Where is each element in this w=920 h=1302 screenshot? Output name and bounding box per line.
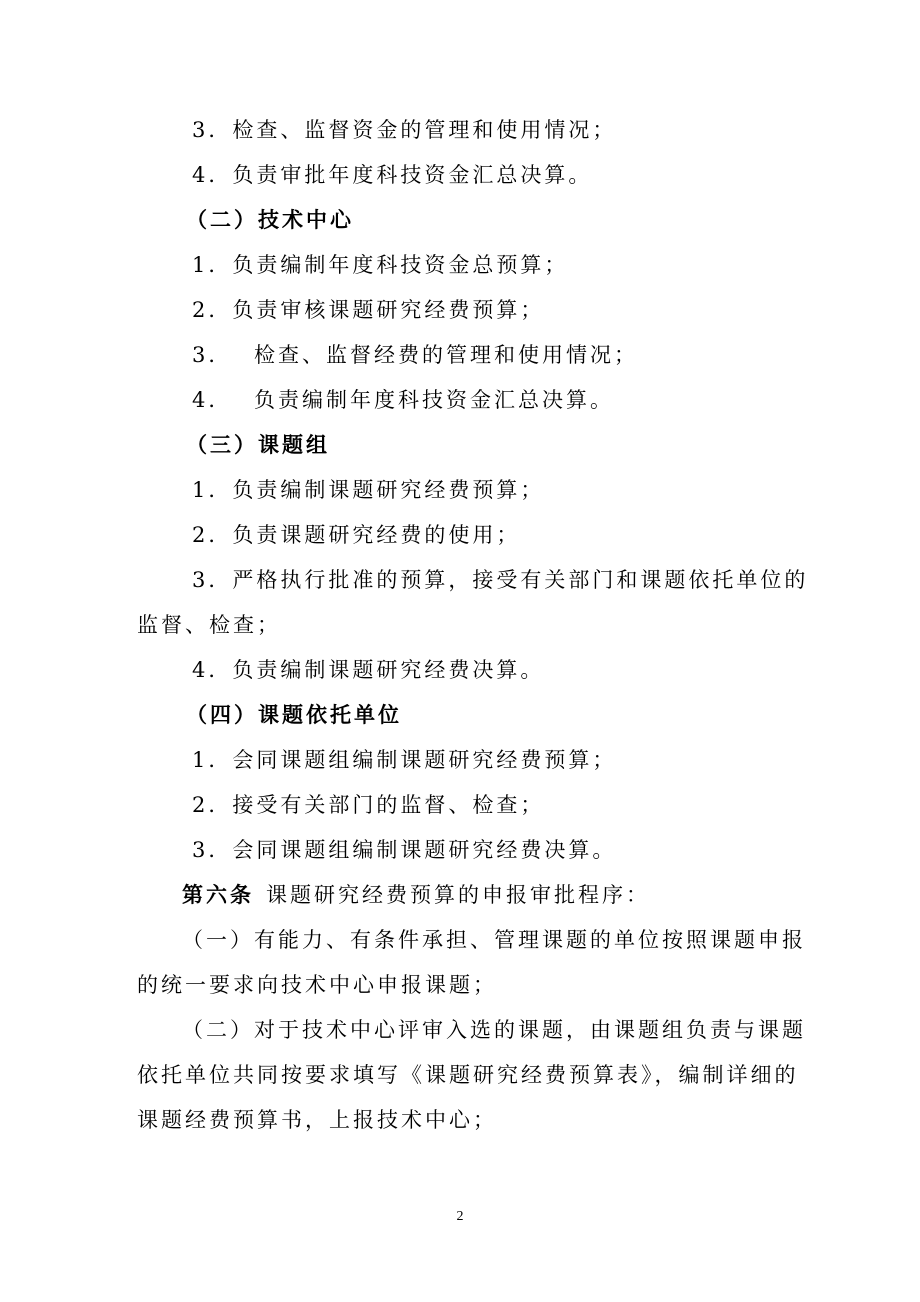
item-number: 4． bbox=[192, 388, 233, 412]
section3-item2: 2．负责课题研究经费的使用； bbox=[192, 523, 521, 547]
page-number: 2 bbox=[456, 1209, 464, 1224]
article6-label: 第六条 bbox=[182, 882, 254, 907]
section2-item1: 1．负责编制年度科技资金总预算； bbox=[192, 253, 569, 277]
item-text: 检查、监督经费的管理和使用情况； bbox=[254, 343, 638, 367]
section4-item1: 1．会同课题组编制课题研究经费预算； bbox=[192, 748, 617, 772]
section2-item2: 2．负责审核课题研究经费预算； bbox=[192, 298, 545, 322]
section2-item3 bbox=[192, 341, 638, 369]
section2-heading: （二）技术中心 bbox=[186, 207, 354, 232]
section1-item4: 4．负责审批年度科技资金汇总决算。 bbox=[192, 163, 593, 187]
section4-item2: 2．接受有关部门的监督、检查； bbox=[192, 793, 545, 817]
section3-item3-line1: 3．严格执行批准的预算，接受有关部门和课题依托单位的 bbox=[192, 568, 809, 592]
article6-para2-line1: （二）对于技术中心评审入选的课题，由课题组负责与课题 bbox=[182, 1018, 806, 1042]
article6-para2-line2: 依托单位共同按要求填写《课题研究经费预算表》，编制详细的 bbox=[137, 1063, 799, 1087]
item-number: 3． bbox=[192, 343, 233, 367]
section3-item3-line2: 监督、检查； bbox=[137, 613, 281, 637]
section3-item4: 4．负责编制课题研究经费决算。 bbox=[192, 658, 545, 682]
article6-para1-line2: 的统一要求向技术中心申报课题； bbox=[137, 973, 497, 997]
article6-para2-line3: 课题经费预算书，上报技术中心； bbox=[137, 1108, 497, 1132]
section1-item3: 3．检查、监督资金的管理和使用情况； bbox=[192, 118, 617, 142]
article6-para1-line1: （一）有能力、有条件承担、管理课题的单位按照课题申报 bbox=[182, 928, 806, 952]
section3-item1: 1．负责编制课题研究经费预算； bbox=[192, 478, 545, 502]
article6-line bbox=[182, 881, 650, 909]
section4-heading: （四）课题依托单位 bbox=[186, 702, 402, 727]
section4-item3: 3．会同课题组编制课题研究经费决算。 bbox=[192, 838, 617, 862]
article6-text: 课题研究经费预算的申报审批程序： bbox=[266, 883, 650, 907]
section2-item4 bbox=[192, 386, 614, 414]
item-text: 负责编制年度科技资金汇总决算。 bbox=[254, 388, 614, 412]
section3-heading: （三）课题组 bbox=[186, 432, 330, 457]
